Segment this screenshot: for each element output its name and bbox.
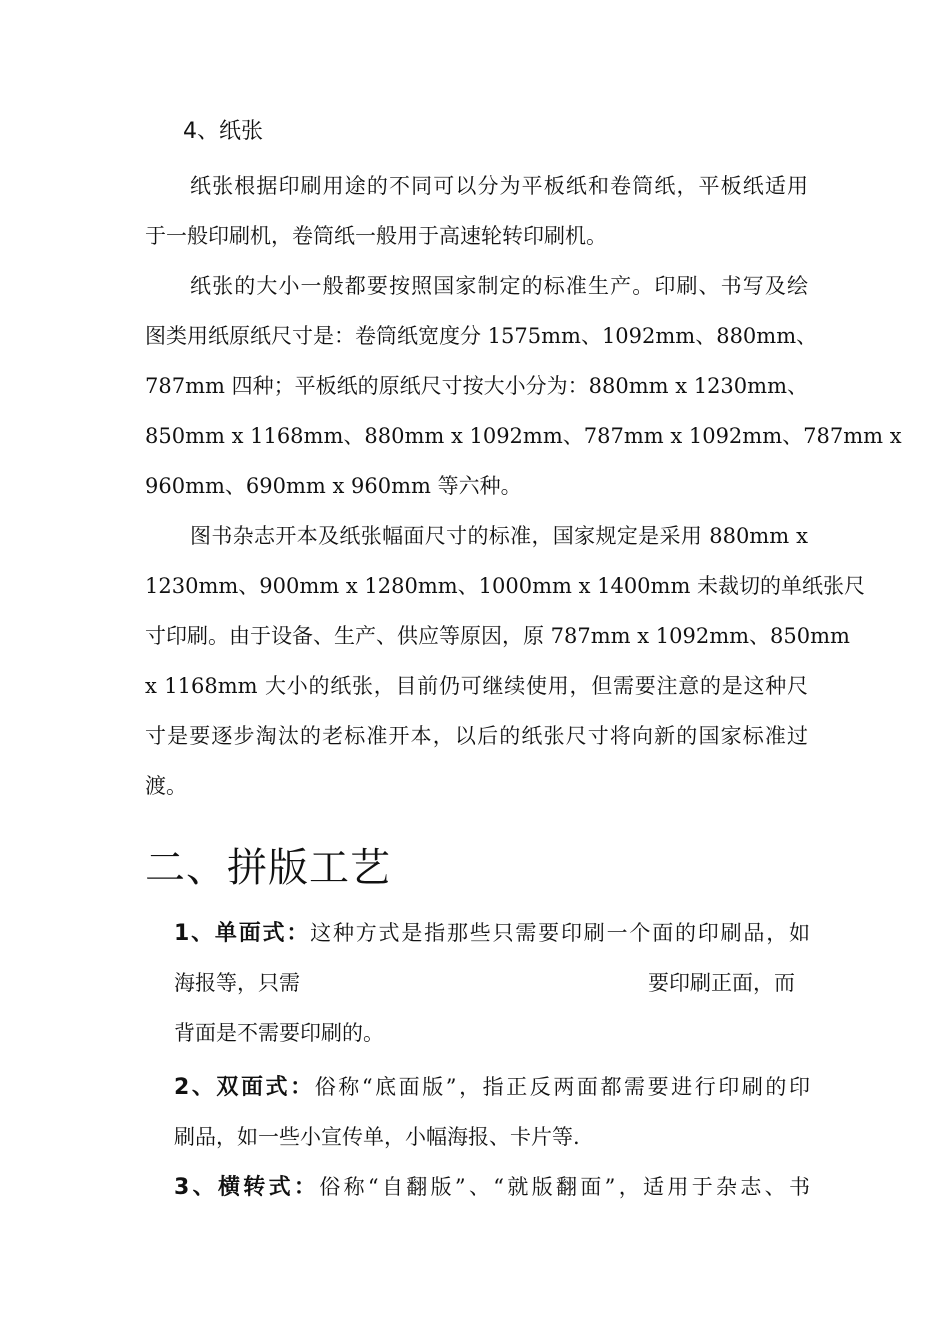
paragraph-line: 纸张的大小一般都要按照国家制定的标准生产。印刷、书写及绘	[190, 274, 808, 298]
section-title: 4、纸张	[183, 119, 263, 144]
paragraph-line: x 1168mm 大小的纸张，目前仍可继续使用，但需要注意的是这种尺	[145, 674, 808, 698]
paragraph-line: 寸印刷。由于设备、生产、供应等原因，原 787mm x 1092mm、850mm	[145, 624, 850, 648]
item-text: 刷品，如一些小宣传单，小幅海报、卡片等.	[174, 1125, 580, 1149]
item-text: 俗称“自翻版”、“就版翻面”，适用于杂志、书	[319, 1175, 810, 1199]
paragraph-line: 渡。	[145, 774, 187, 798]
item-text: 俗称“底面版”，指正反两面都需要进行印刷的印	[314, 1075, 810, 1099]
item-text: 这种方式是指那些只需要印刷一个面的印刷品，如	[310, 921, 811, 945]
chapter-heading: 二、拼版工艺	[145, 845, 391, 891]
paragraph-line: 图书杂志开本及纸张幅面尺寸的标准，国家规定是采用 880mm x	[190, 524, 808, 548]
item-text: 要印刷正面，而	[648, 971, 795, 995]
paragraph-line: 787mm 四种；平板纸的原纸尺寸按大小分为：880mm x 1230mm、	[145, 374, 808, 398]
item-text: 背面是不需要印刷的。	[174, 1021, 384, 1045]
paragraph-line: 850mm x 1168mm、880mm x 1092mm、787mm x 1092mm、787mm x	[145, 424, 902, 448]
paragraph-line: 960mm、690mm x 960mm 等六种。	[145, 474, 522, 498]
list-item	[174, 1172, 810, 1203]
list-item	[174, 918, 810, 949]
item-text: 海报等，只需	[174, 971, 300, 995]
item-label: 1、单面式：	[174, 921, 311, 946]
paragraph-line: 纸张根据印刷用途的不同可以分为平板纸和卷筒纸，平板纸适用	[190, 174, 808, 198]
list-item	[174, 1072, 810, 1103]
paragraph-line: 1230mm、900mm x 1280mm、1000mm x 1400mm 未裁切的单纸张尺	[145, 574, 866, 598]
paragraph-line: 于一般印刷机，卷筒纸一般用于高速轮转印刷机。	[145, 224, 607, 248]
paragraph-line: 寸是要逐步淘汰的老标准开本，以后的纸张尺寸将向新的国家标准过	[145, 724, 808, 748]
item-label: 2、双面式：	[174, 1075, 315, 1100]
paragraph-line: 图类用纸原纸尺寸是：卷筒纸宽度分 1575mm、1092mm、880mm、	[145, 324, 818, 348]
item-label: 3、横转式：	[174, 1175, 320, 1200]
